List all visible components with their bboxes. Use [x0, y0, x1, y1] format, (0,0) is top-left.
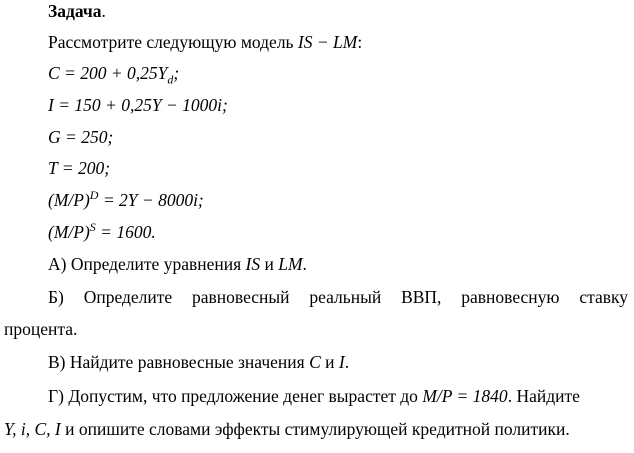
- task-g-math: M/P = 1840: [422, 386, 508, 406]
- task-g-line2: [4, 418, 570, 440]
- intro-end: :: [357, 32, 363, 52]
- eq-c-sub: d: [167, 72, 174, 87]
- task-g-text: Г) Допустим, что предложение денег вырастет до: [48, 386, 423, 406]
- task-v-i: I: [338, 352, 345, 372]
- eq-ms-sup: S: [89, 220, 96, 235]
- task-v-text: В) Найдите равновесные значения: [48, 352, 310, 372]
- task-g2-math: Y, i, C, I: [4, 419, 61, 439]
- eq-md-b: = 2Y − 8000i;: [98, 190, 204, 210]
- task-b-line1: Б) Определите равновесный реальный ВВП, равновесную ставку: [48, 287, 628, 307]
- task-v-end: .: [344, 352, 350, 372]
- task-a-end: .: [302, 254, 307, 274]
- task-v-and: и: [320, 352, 339, 372]
- intro-line: [48, 31, 362, 53]
- task-a-lm: LM: [278, 254, 303, 274]
- equation-consumption: [48, 62, 180, 87]
- task-a: [48, 253, 307, 275]
- task-a-and: и: [260, 254, 279, 274]
- eq-c-text: C = 200 + 0,25Y: [48, 63, 168, 83]
- task-v: [48, 351, 349, 373]
- task-a-is: IS: [245, 254, 261, 274]
- task-g-end: . Найдите: [507, 386, 580, 406]
- equation-money-demand: [48, 189, 204, 211]
- task-heading: [48, 0, 106, 22]
- eq-ms-a: (M/P): [48, 222, 90, 242]
- equation-investment: I = 150 + 0,25Y − 1000i;: [48, 95, 228, 115]
- task-g2-text: и опишите словами эффекты стимулирующей кредитной политики.: [60, 419, 570, 439]
- eq-md-a: (M/P): [48, 190, 90, 210]
- task-g-line1: [48, 385, 580, 407]
- equation-money-supply: [48, 221, 156, 243]
- task-b-line2: процента.: [4, 319, 78, 339]
- equation-government: G = 250;: [48, 127, 114, 147]
- eq-c-end: ;: [173, 63, 180, 83]
- eq-ms-b: = 1600.: [95, 222, 156, 242]
- heading-dot: .: [101, 1, 106, 21]
- task-v-c: C: [309, 352, 321, 372]
- heading-text: Задача: [48, 1, 102, 21]
- intro-model: IS − LM: [297, 32, 358, 52]
- equation-taxes: T = 200;: [48, 158, 111, 178]
- task-a-text: А) Определите уравнения: [48, 254, 246, 274]
- eq-md-sup: D: [89, 188, 99, 203]
- intro-text: Рассмотрите следующую модель: [48, 32, 298, 52]
